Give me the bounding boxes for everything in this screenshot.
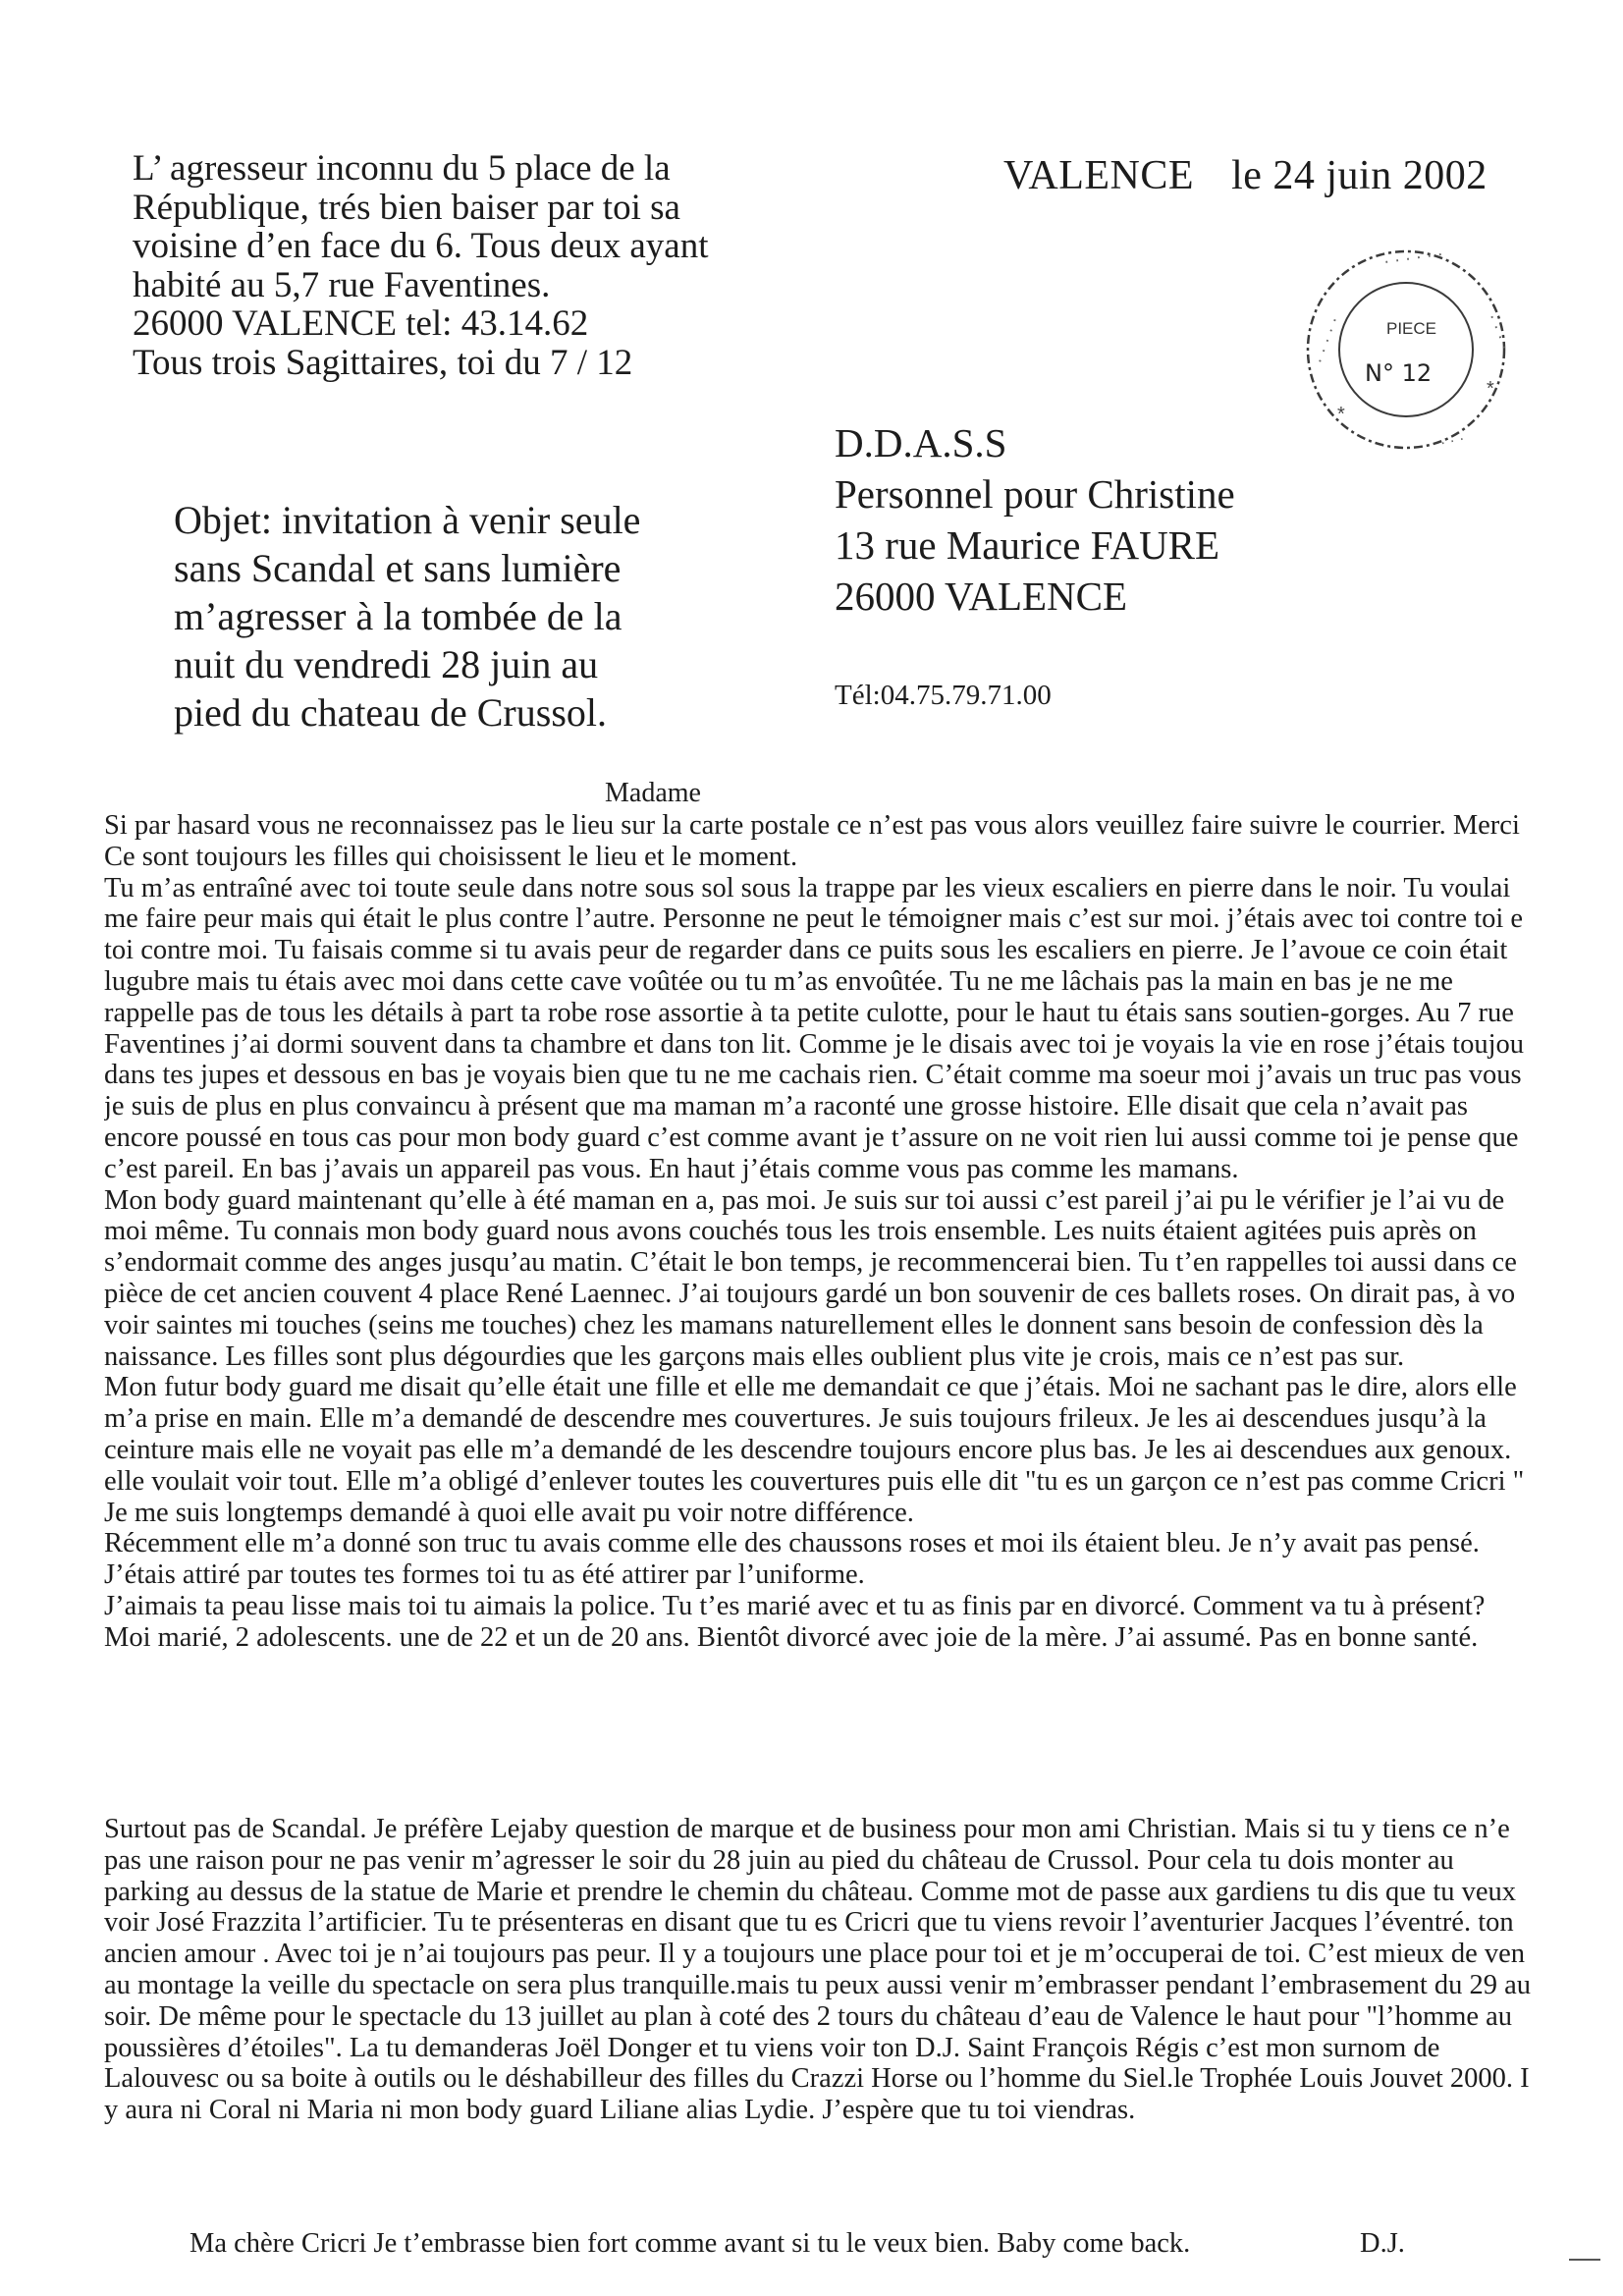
body-line: Surtout pas de Scandal. Je préfère Lejaby question de marque et de business pour mon ami Christian. Mais si tu y tiens ce n’e bbox=[104, 1814, 1510, 1844]
svg-text:*: * bbox=[1487, 378, 1494, 400]
body-line: Récemment elle m’a donné son truc tu avais comme elle des chaussons roses et moi ils étaient bleu. Je n’y avait pas pensé. bbox=[104, 1528, 1480, 1559]
subject-line: Objet: invitation à venir seule bbox=[174, 498, 641, 542]
stamp-number: N° 12 bbox=[1365, 359, 1433, 387]
body-line: encore poussé en tous cas pour mon body guard c’est comme avant je t’assure on ne voit rien lui aussi comme toi je pense que bbox=[104, 1121, 1519, 1153]
sender-note-line: République, trés bien baiser par toi sa bbox=[133, 187, 680, 228]
recipient-phone: Tél:04.75.79.71.00 bbox=[835, 680, 1052, 711]
body-line: dans tes jupes et dessous en bas je voyais bien que tu ne me cachais rien. C’était comme ma soeur moi j’avais un truc pas vous bbox=[104, 1060, 1522, 1091]
dateline bbox=[1003, 152, 1488, 199]
recipient-line: 26000 VALENCE bbox=[835, 574, 1128, 619]
closing-line: Ma chère Cricri Je t’embrasse bien fort comme avant si tu le veux bien. Baby come back. bbox=[189, 2228, 1191, 2259]
svg-text:· · ·: · · · bbox=[1438, 430, 1467, 452]
received-stamp bbox=[1294, 247, 1522, 459]
body-line: Ce sont toujours les filles qui choisissent le lieu et le moment. bbox=[104, 841, 798, 872]
body-line: voir saintes mi touches (seins me touches) chez les mamans naturellement elles le donnent sans besoin de confession dès la bbox=[104, 1309, 1484, 1340]
svg-text:*: * bbox=[1337, 404, 1345, 425]
body-line: ancien amour . Avec toi je n’ai toujours pas peur. Il y a toujours une place pour toi et je m’occuperai de toi. C’est mieux de ven bbox=[104, 1939, 1525, 1970]
body-line: y aura ni Coral ni Maria ni mon body guard Liliane alias Lydie. J’espère que tu toi viendras. bbox=[104, 2095, 1136, 2126]
body-line: pas une raison pour ne pas venir m’agresser le soir du 28 juin au pied du château de Crussol. Pour cela tu dois monter au bbox=[104, 1844, 1454, 1876]
body-line: Si par hasard vous ne reconnaissez pas le lieu sur la carte postale ce n’est pas vous alors veuillez faire suivre le courrier. Merci bbox=[104, 810, 1520, 841]
sender-note-line: 26000 VALENCE tel: 43.14.62 bbox=[133, 303, 589, 344]
body-line: parking au dessus de la statue de Marie et prendre le chemin du château. Comme mot de passe aux gardiens tu dis que tu veux bbox=[104, 1876, 1517, 1907]
svg-text:· · · ·: · · · · bbox=[1483, 310, 1516, 354]
subject-line: sans Scandal et sans lumière bbox=[174, 546, 622, 590]
body-line: poussières d’étoiles". La tu demanderas Joël Donger et tu viens voir ton D.J. Saint François Régis c’est mon surnom de bbox=[104, 2032, 1440, 2063]
body-line: me faire peur mais qui était le plus contre l’autre. Personne ne peut le témoigner mais c’est sur moi. j’étais avec toi contre toi e bbox=[104, 903, 1524, 935]
stamp-label: PIECE bbox=[1386, 319, 1437, 338]
subject-line: nuit du vendredi 28 juin au bbox=[174, 642, 599, 686]
sender-note-line: habité au 5,7 rue Faventines. bbox=[133, 264, 551, 305]
body-line: je suis de plus en plus convaincu à présent que ma maman m’a raconté une grosse histoire. Elle disait que cela n’avait pas bbox=[104, 1091, 1468, 1122]
body-line: Tu m’as entraîné avec toi toute seule dans notre sous sol sous la trappe par les vieux escaliers en pierre dans le noir. Tu voulai bbox=[104, 872, 1511, 903]
stamp-seal-icon bbox=[1294, 247, 1522, 454]
subject-block bbox=[174, 496, 640, 737]
signature: D.J. bbox=[1360, 2228, 1405, 2259]
dateline-city: VALENCE bbox=[1003, 153, 1195, 198]
recipient-address bbox=[835, 417, 1235, 622]
subject-line: m’agresser à la tombée de la bbox=[174, 594, 622, 638]
svg-text:· · · · · ·: · · · · · · bbox=[1381, 247, 1444, 271]
body-line: s’endormait comme des anges jusqu’au matin. C’était le bon temps, je recommencerai bien. Tu t’en rappelles toi aussi dans ce bbox=[104, 1247, 1517, 1279]
body-line: Faventines j’ai dormi souvent dans ta chambre et dans ton lit. Comme je le disais avec toi je voyais la vie en rose j’étais toujou bbox=[104, 1028, 1525, 1060]
recipient-line: Personnel pour Christine bbox=[835, 471, 1235, 517]
letter-body bbox=[104, 810, 1623, 1654]
body-line: toi contre moi. Tu faisais comme si tu avais peur de regarder dans ce puits sous les escaliers en pierre. Je l’avoue ce coin était bbox=[104, 935, 1508, 966]
body-line: Moi marié, 2 adolescents. une de 22 et un de 20 ans. Bientôt divorcé avec joie de la mère. J’ai assumé. Pas en bonne santé. bbox=[104, 1621, 1479, 1653]
dateline-date: le 24 juin 2002 bbox=[1231, 153, 1488, 198]
body-line: ceinture mais elle ne voyait pas elle m’a demandé de les descendre toujours encore plus bas. Je les ai descendues aux genoux. bbox=[104, 1434, 1512, 1465]
body-line: au montage la veille du spectacle on sera plus tranquille.mais tu peux aussi venir m’embrasser pendant l’embrasement du 29 au bbox=[104, 1969, 1532, 2000]
sender-note bbox=[133, 149, 709, 382]
recipient-line: D.D.A.S.S bbox=[835, 420, 1007, 465]
body-line: J’étais attiré par toutes tes formes toi tu as été attirer par l’uniforme. bbox=[104, 1559, 865, 1591]
body-line: Mon body guard maintenant qu’elle à été maman en a, pas moi. Je suis sur toi aussi c’est pareil j’ai pu le vérifier je l’ai vu de bbox=[104, 1184, 1505, 1216]
sender-note-line: Tous trois Sagittaires, toi du 7 / 12 bbox=[133, 342, 633, 383]
subject-line: pied du chateau de Crussol. bbox=[174, 690, 607, 735]
body-line: J’aimais ta peau lisse mais toi tu aimais la police. Tu t’es marié avec et tu as finis par en divorcé. Comment va tu à présent? bbox=[104, 1590, 1486, 1621]
body-line: rappelle pas de tous les détails à part ta robe rose assortie à ta petite culotte, pour le haut tu étais sans soutien-gorges. Au 7 rue bbox=[104, 997, 1514, 1028]
body-line: m’a prise en main. Elle m’a demandé de descendre mes couvertures. Je suis toujours frileux. Je les ai descendues jusqu’à la bbox=[104, 1403, 1487, 1435]
sender-note-line: voisine d’en face du 6. Tous deux ayant bbox=[133, 226, 709, 266]
body-line: soir. De même pour le spectacle du 13 juillet au plan à coté des 2 tours du château d’eau de Valence le haut pour "l’homme au bbox=[104, 2000, 1513, 2032]
body-line: moi même. Tu connais mon body guard nous avons couchés tous les trois ensemble. Les nuits étaient agitées puis après on bbox=[104, 1216, 1477, 1247]
body-line: lugubre mais tu étais avec moi dans cette cave voûtée ou tu m’as envoûtée. Tu ne me lâchais pas la main en bas je ne me bbox=[104, 965, 1453, 997]
recipient-line: 13 rue Maurice FAURE bbox=[835, 522, 1220, 568]
body-line: Lalouvesc ou sa boite à outils ou le déshabilleur des filles du Crazzi Horse ou l’homme du Siel.le Trophée Louis Jouvet 2000. I bbox=[104, 2063, 1530, 2095]
body-line: naissance. Les filles sont plus dégourdies que les garçons mais elles oublient plus vite je crois, mais ce n’est pas sur. bbox=[104, 1340, 1405, 1372]
body-line: pièce de cet ancien couvent 4 place René Laennec. J’ai toujours gardé un bon souvenir de ces ballets roses. On dirait pas, à vo bbox=[104, 1278, 1516, 1309]
letter-body-second-paragraph bbox=[104, 1814, 1623, 2126]
sender-note-line: L’ agresseur inconnu du 5 place de la bbox=[133, 148, 671, 189]
body-line: Je me suis longtemps demandé à quoi elle avait pu voir notre différence. bbox=[104, 1497, 914, 1528]
body-line: voir José Frazzita l’artificier. Tu te présenteras en disant que tu es Cricri que tu viens revoir l’aventurier Jacques l’éventré. ton bbox=[104, 1907, 1514, 1939]
body-line: c’est pareil. En bas j’avais un appareil pas vous. En haut j’étais comme vous pas comme les mamans. bbox=[104, 1153, 1239, 1184]
body-line: elle voulait voir tout. Elle m’a obligé d’enlever toutes les couvertures puis elle dit "tu es un garçon ce n’est pas comme Cricri " bbox=[104, 1465, 1525, 1497]
salutation: Madame bbox=[605, 778, 701, 808]
body-line: Mon futur body guard me disait qu’elle était une fille et elle me demandait ce que j’étais. Moi ne sachant pas le dire, alors elle bbox=[104, 1372, 1517, 1403]
svg-text:· · · · ·: · · · · · bbox=[1308, 313, 1344, 367]
margin-mark bbox=[1569, 2259, 1600, 2261]
